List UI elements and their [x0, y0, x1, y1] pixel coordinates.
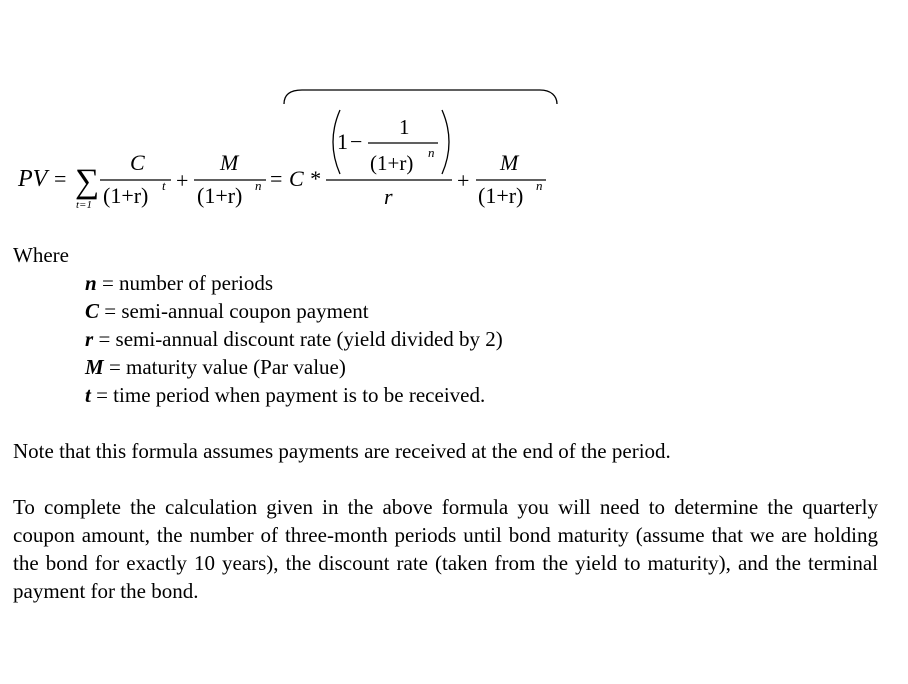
term1-numerator: C: [130, 150, 145, 175]
plus-2: +: [457, 168, 470, 193]
definition-c: [85, 297, 503, 325]
definition-text: = time period when payment is to be received.: [90, 383, 486, 407]
term3-denominator: (1+r): [478, 183, 524, 208]
term2-numerator: M: [220, 150, 239, 175]
end-of-period-note: Note that this formula assumes payments are received at the end of the period.: [13, 439, 671, 463]
inner-one: 1: [337, 129, 348, 154]
definition-symbol: n: [85, 271, 97, 295]
term2-denominator: (1+r): [197, 183, 243, 208]
summation-sign: ∑: [75, 163, 100, 200]
overbrace: [284, 90, 557, 104]
formula-lhs: PV: [18, 166, 48, 192]
definition-symbol: r: [85, 327, 94, 351]
inner-minus: −: [350, 129, 363, 154]
term1-exponent: t: [162, 178, 166, 193]
definition-text: = semi-annual coupon payment: [99, 299, 369, 323]
right-paren: [442, 110, 449, 174]
instructions-paragraph: To complete the calculation given in the above formula you will need to determine the quarterly coupon amount, the number of three-month periods until bond maturity (assume that we are holding the bond for exactly 10 years), the discount rate (taken from the yield to maturity), and the terminal payment for the bond.: [13, 495, 878, 603]
formula-graphic: [0, 0, 908, 240]
definition-symbol: C: [85, 299, 100, 323]
term1-denominator: (1+r): [103, 183, 149, 208]
inner-fraction-numerator: 1: [399, 115, 410, 139]
term3-exponent: n: [536, 178, 543, 193]
c-times: C *: [289, 166, 321, 191]
definition-r: [85, 325, 503, 353]
definition-text: = semi-annual discount rate (yield divided by 2): [93, 327, 503, 351]
where-label: Where: [13, 243, 69, 267]
definition-n: [85, 269, 503, 297]
inner-fraction-denominator: (1+r): [370, 151, 414, 175]
inner-fraction-exponent: n: [428, 145, 435, 160]
formula-equals-2: =: [270, 166, 283, 191]
summation-lower-limit: t=1: [76, 199, 92, 211]
term2-exponent: n: [255, 178, 262, 193]
definition-text: = number of periods: [96, 271, 273, 295]
present-value-formula: [0, 0, 908, 240]
term3-numerator: M: [500, 150, 519, 175]
annuity-denominator: r: [384, 184, 393, 209]
plus-1: +: [176, 168, 189, 193]
definition-text: = maturity value (Par value): [103, 355, 346, 379]
formula-equals-1: =: [54, 166, 67, 191]
definition-symbol: t: [85, 383, 91, 407]
definition-t: [85, 381, 503, 409]
variable-definitions: [85, 269, 503, 409]
definition-symbol: M: [85, 355, 104, 379]
definition-m: [85, 353, 503, 381]
